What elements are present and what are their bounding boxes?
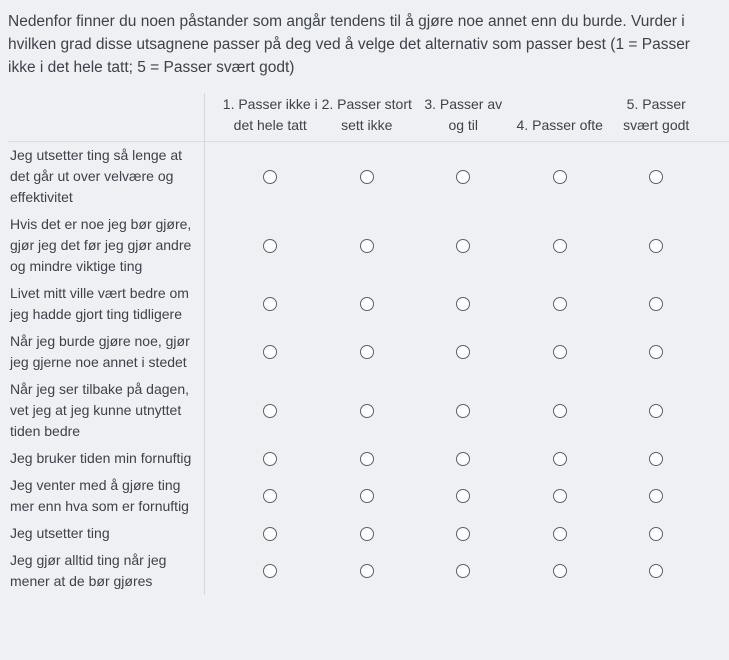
radio-cell-r9c5[interactable] (608, 547, 705, 595)
matrix-row-7 (8, 472, 729, 520)
radio-option[interactable] (263, 489, 277, 503)
radio-cell-r6c4[interactable] (512, 445, 609, 472)
matrix-row-3 (8, 280, 729, 328)
radio-option[interactable] (360, 489, 374, 503)
matrix-table (8, 93, 729, 595)
radio-cell-r7c1[interactable] (222, 472, 319, 520)
matrix-row-4 (8, 328, 729, 376)
radio-option[interactable] (456, 297, 470, 311)
radio-cell-r7c5[interactable] (608, 472, 705, 520)
radio-cell-r5c1[interactable] (222, 376, 319, 445)
radio-cell-r1c1[interactable] (222, 142, 319, 211)
radio-cell-r3c5[interactable] (608, 280, 705, 328)
column-header-label: 2. Passer stort sett ikke (321, 96, 412, 133)
row-label: Livet mitt ville vært bedre om jeg hadde gjort ting tidligere (8, 280, 205, 328)
radio-option[interactable] (360, 297, 374, 311)
matrix-row-2 (8, 211, 729, 280)
radio-option[interactable] (360, 452, 374, 466)
radio-option[interactable] (456, 404, 470, 418)
radio-cell-r3c2[interactable] (319, 280, 416, 328)
radio-option[interactable] (456, 170, 470, 184)
radio-option[interactable] (360, 239, 374, 253)
radio-option[interactable] (649, 489, 663, 503)
radio-option[interactable] (649, 345, 663, 359)
radio-option[interactable] (553, 170, 567, 184)
radio-cell-r1c5[interactable] (608, 142, 705, 211)
radio-cell-r6c2[interactable] (319, 445, 416, 472)
radio-option[interactable] (360, 564, 374, 578)
column-header-3 (415, 93, 512, 141)
radio-cell-r7c4[interactable] (512, 472, 609, 520)
radio-cell-r2c3[interactable] (415, 211, 512, 280)
radio-cell-r7c3[interactable] (415, 472, 512, 520)
radio-option[interactable] (553, 297, 567, 311)
radio-option[interactable] (553, 404, 567, 418)
radio-option[interactable] (553, 452, 567, 466)
matrix-row-1 (8, 142, 729, 211)
radio-cell-r6c5[interactable] (608, 445, 705, 472)
radio-cell-r2c5[interactable] (608, 211, 705, 280)
radio-option[interactable] (263, 239, 277, 253)
matrix-header-row (8, 93, 729, 142)
question-text: Nedenfor finner du noen påstander som angår tendens til å gjøre noe annet enn du burde. Vurder i hvilken grad disse utsagnene passer på deg ved å velge det alternativ som passer best (1 = Passer ikke i det hele tatt; 5 = Passer svært godt) (8, 13, 690, 76)
row-label: Jeg utsetter ting (8, 520, 205, 547)
radio-option[interactable] (649, 452, 663, 466)
radio-cell-r1c3[interactable] (415, 142, 512, 211)
radio-cell-r4c2[interactable] (319, 328, 416, 376)
matrix-row-8 (8, 520, 729, 547)
radio-cell-r5c3[interactable] (415, 376, 512, 445)
radio-option[interactable] (553, 489, 567, 503)
column-header-label: 5. Passer svært godt (623, 96, 690, 133)
header-fill (705, 93, 729, 141)
radio-option[interactable] (649, 170, 663, 184)
radio-option[interactable] (649, 297, 663, 311)
radio-option[interactable] (263, 170, 277, 184)
radio-option[interactable] (263, 297, 277, 311)
radio-cell-r9c1[interactable] (222, 547, 319, 595)
radio-option[interactable] (553, 239, 567, 253)
radio-option[interactable] (553, 564, 567, 578)
radio-cell-r8c4[interactable] (512, 520, 609, 547)
radio-option[interactable] (263, 404, 277, 418)
radio-option[interactable] (360, 345, 374, 359)
header-spacer-cell (8, 93, 205, 141)
radio-cell-r2c4[interactable] (512, 211, 609, 280)
radio-option[interactable] (456, 239, 470, 253)
radio-cell-r9c3[interactable] (415, 547, 512, 595)
column-header-1 (222, 93, 319, 141)
radio-option[interactable] (263, 527, 277, 541)
radio-cell-r6c1[interactable] (222, 445, 319, 472)
radio-cell-r2c1[interactable] (222, 211, 319, 280)
radio-option[interactable] (360, 170, 374, 184)
row-label: Jeg gjør alltid ting når jeg mener at de bør gjøres (8, 547, 205, 595)
radio-cell-r8c3[interactable] (415, 520, 512, 547)
radio-cell-r5c2[interactable] (319, 376, 416, 445)
radio-option[interactable] (263, 564, 277, 578)
matrix-row-9 (8, 547, 729, 595)
radio-option[interactable] (649, 527, 663, 541)
row-label: Jeg venter med å gjøre ting mer enn hva som er fornuftig (8, 472, 205, 520)
radio-cell-r8c2[interactable] (319, 520, 416, 547)
radio-option[interactable] (360, 527, 374, 541)
row-label: Jeg utsetter ting så lenge at det går ut over velvære og effektivitet (8, 142, 205, 211)
radio-cell-r3c4[interactable] (512, 280, 609, 328)
radio-cell-r5c5[interactable] (608, 376, 705, 445)
column-header-label: 1. Passer ikke i det hele tatt (222, 96, 318, 133)
column-header-4 (512, 93, 609, 141)
radio-cell-r8c1[interactable] (222, 520, 319, 547)
radio-cell-r4c5[interactable] (608, 328, 705, 376)
column-header-5 (608, 93, 705, 141)
radio-option[interactable] (553, 345, 567, 359)
row-label: Når jeg burde gjøre noe, gjør jeg gjerne noe annet i stedet (8, 328, 205, 376)
radio-cell-r4c3[interactable] (415, 328, 512, 376)
radio-cell-r9c2[interactable] (319, 547, 416, 595)
radio-cell-r5c4[interactable] (512, 376, 609, 445)
radio-option[interactable] (649, 404, 663, 418)
radio-cell-r4c4[interactable] (512, 328, 609, 376)
matrix-row-5 (8, 376, 729, 445)
radio-option[interactable] (456, 452, 470, 466)
radio-cell-r9c4[interactable] (512, 547, 609, 595)
radio-option[interactable] (456, 489, 470, 503)
row-label: Jeg bruker tiden min fornuftig (8, 445, 205, 472)
radio-cell-r3c1[interactable] (222, 280, 319, 328)
column-header-label: 4. Passer ofte (516, 117, 603, 133)
matrix-row-6 (8, 445, 729, 472)
radio-cell-r6c3[interactable] (415, 445, 512, 472)
radio-cell-r3c3[interactable] (415, 280, 512, 328)
column-header-2 (319, 93, 416, 141)
radio-option[interactable] (263, 345, 277, 359)
column-header-label: 3. Passer av og til (424, 96, 503, 133)
radio-option[interactable] (553, 527, 567, 541)
column-spacer (205, 93, 222, 141)
radio-cell-r4c1[interactable] (222, 328, 319, 376)
radio-option[interactable] (456, 564, 470, 578)
radio-option[interactable] (456, 527, 470, 541)
radio-cell-r1c4[interactable] (512, 142, 609, 211)
radio-cell-r7c2[interactable] (319, 472, 416, 520)
radio-option[interactable] (360, 404, 374, 418)
radio-cell-r1c2[interactable] (319, 142, 416, 211)
radio-cell-r2c2[interactable] (319, 211, 416, 280)
row-label: Når jeg ser tilbake på dagen, vet jeg at jeg kunne utnyttet tiden bedre (8, 376, 205, 445)
radio-option[interactable] (649, 564, 663, 578)
radio-option[interactable] (456, 345, 470, 359)
radio-option[interactable] (263, 452, 277, 466)
radio-option[interactable] (649, 239, 663, 253)
row-label: Hvis det er noe jeg bør gjøre, gjør jeg det før jeg gjør andre og mindre viktige ting (8, 211, 205, 280)
radio-cell-r8c5[interactable] (608, 520, 705, 547)
